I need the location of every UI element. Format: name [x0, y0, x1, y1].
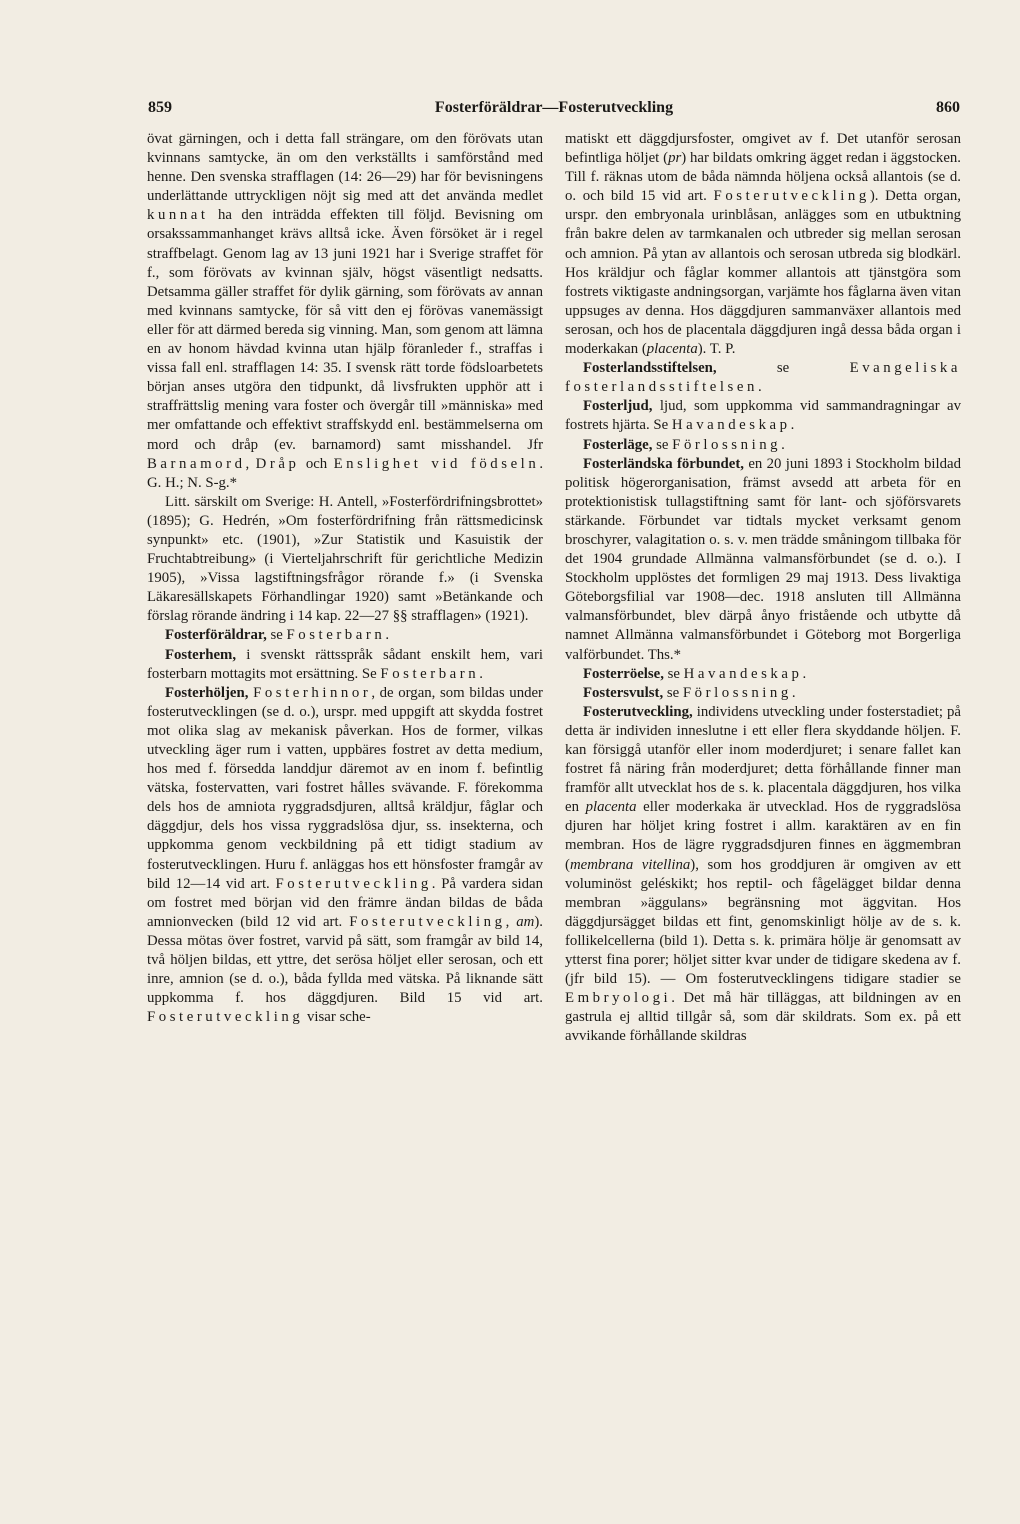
cross-reference: Barnamord	[147, 455, 246, 472]
paragraph-continuation: matiskt ett däggdjursfoster, omgivet av f. Det utanför serosan befintliga höljet (pr) har bildats omkring ägget redan i äggstocken. Till f. räknas utom de båda nämnda höljena också allantois (se d. o. och bild 15 vid art. Fosterutveckling). Detta organ, urspr. den embryonala urinblåsan, anlägges som en utbuktning från bakre delen av tarmkanalen och utbreder sig mellan serosan och amnion. På ytan av allantois och serosan utbreda sig blodkärl. Hos kräldjur och fåglar kommer allantois att tjänstgöra som fostrets viktigaste andningsorgan, varjämte hos fåglarna även vitan uppsuges av denna. Hos däggdjuren sammanväxer allantois med serosan, och hos de placentala däggdjuren ingå dessa båda organ i moderkakan (placenta). T. P.	[565, 131, 961, 358]
cross-reference: Havandeskap	[683, 665, 803, 682]
running-title: Fosterföräldrar—Fosterutveckling	[434, 99, 674, 116]
entry-fosterlage: Fosterläge, se Förlossning.	[583, 436, 785, 453]
headword: Fosterutveckling,	[583, 703, 693, 720]
entry-fosterlandsstiftelsen: Fosterlandsstiftelsen, se Evangeliska fosterlandsstiftelsen.	[565, 360, 961, 396]
headword: Fosterlandsstiftelsen,	[583, 360, 717, 377]
headword: Fosterhöljen,	[165, 684, 249, 701]
entry-fosterholjen: Fosterhöljen, Fosterhinnor, de organ, som bildas under fosterutvecklingen (se d. o.), urspr. med uppgift att skydda fostret mot olika slag av mekanisk påverkan. Hos de former, vilkas utveckling äger rum i vatten, uppbäres fostret av detta medium, hos med f. försedda landdjur däremot av en inom f. befintlig vätska, fostervatten, vari fostret hålles svävande. F. förekomma dels hos de amniota ryggradsdjuren, alltså kräldjur, fåglar och däggdjur, dels hos vissa ryggradslösa djur, ss. insekterna, och uppkomma genom veckbildning på ett tidigt stadium av fosterutvecklingen. Huru f. anläggas hos ett hönsfoster framgår av bild 12—14 vid art. Fosterutveckling. På vardera sidan om fostret med början vid den främre ändan bildas de båda amnionvecken (bild 12 vid art. Fosterutveckling, am). Dessa mötas över fostret, varvid på sätt, som framgår av bild 14, två höljen bildas, ett yttre, det serösa höljet eller serosan, och ett inre, amnion (se d. o.), båda fyllda med vätska. På liknande sätt uppkomma f. hos däggdjuren. Bild 15 vid art. Fosterutveckling visar sche-	[147, 684, 544, 1026]
cross-reference: Förlossning	[672, 436, 782, 453]
cross-reference: Fosterbarn	[286, 627, 386, 644]
entry-fosterlandska-forbundet: Fosterländska förbundet, en 20 juni 1893 i Stockholm bildad politisk högerorganisation, främst avsedd att arbeta för en protektionistisk tullagstiftning samt för lant- och sjöförsvarets stärkande. Förbundet var tidtals mycket verksamt genom broschyrer, valagitation o. s. v. men trädde småningom tillbaka för det 1904 grundade Allmänna valmansförbundet (se d. o.). I Stockholm upplöstes det formligen 29 maj 1913. Dess livaktiga Göteborgsfilial var 1908—dec. 1918 ansluten till Allmänna valmansförbundet, blev därpå ånyo fristående och utbytte då namnet Allmänna valmansförbundet i Göteborg mot Borgerliga valförbundet. Ths.*	[565, 455, 961, 663]
entry-fosterhem: Fosterhem, i svenskt rättsspråk sådant enskilt hem, vari fosterbarn mottagits mot ersättning. Se Fosterbarn.	[147, 646, 543, 682]
cross-reference: Fosterutveckling	[275, 875, 432, 892]
cross-reference: Evangeliska fosterlandsstiftelsen	[565, 360, 961, 396]
cross-reference: Fosterbarn	[380, 665, 480, 682]
headword: Fosterljud,	[583, 398, 653, 415]
cross-reference: Fosterutveckling	[713, 188, 870, 205]
right-column	[565, 130, 961, 1047]
cross-reference: Förlossning	[682, 684, 792, 701]
cross-reference: Fosterutveckling	[349, 913, 506, 930]
literature-note: Litt. särskilt om Sverige: H. Antell, »Fosterfördrifningsbrottet» (1895); G. Hedrén, »Om fosterfördrifning från rättsmedicinsk synpunkt» etc. (1901), »Zur Statistik und Kasuistik der Fruchtabtreibung» (i Vierteljahrschrift für gerichtliche Medizin 1905), »Vissa lagstiftningsfrågor rörande f.» (i Svenska Läkaresällskapets Förhandlingar 1920) samt »Betänkande och förslag rörande ändring i 14 kap. 22—27 §§ strafflagen» (1921).	[147, 493, 543, 625]
headword: Fostersvulst,	[583, 684, 664, 701]
left-column	[147, 130, 543, 1027]
headword: Fosterhem,	[165, 646, 237, 663]
page-header	[148, 99, 960, 121]
cross-reference: Enslighet vid födseln	[333, 455, 540, 472]
entry-fosterljud: Fosterljud, ljud, som uppkomma vid sammandragningar av fostrets hjärta. Se Havandeskap.	[565, 398, 961, 434]
headword: Fosterländska förbundet,	[583, 455, 744, 472]
entry-fosterroelse: Fosterröelse, se Havandeskap.	[583, 665, 807, 682]
paragraph-continuation: övat gärningen, och i detta fall strängare, om den förövats utan kvinnans samtycke, än om den verkställts i samförstånd med henne. Den svenska strafflagen (14: 26—29) har för bevisningens underlättande uttryckligen nöjt sig med att det använda medlet kunnat ha den inträdda effekten till följd. Bevisning om orsakssammanhanget krävs alltså icke. Även försöket är i regel straffbelagt. Genom lag av 13 juni 1921 har i Sverige straffet för f., som förövats av kvinnan själv, högst väsentligt nedsatts. Detsamma gäller straffet för dylik gärning, som förövats av annan med kvinnans samtycke, för så vitt den ej förövas vanemässigt eller för att därmed bereda sig vinning. Man, som genom att lämna en av honom hävdad kvinna utan hjälp föranleder f., straffas i vissa fall enl. strafflagen 14: 35. I svensk rätt torde födsloarbetets början anses utgöra den tidpunkt, då livsfrukten upphör att i straffrättslig mening vara foster och övergår till »människa» med mer omfattande och effektivt straffskydd enl. bestämmelserna om mord och dråp (ev. barnamord) samt misshandel. Jfr Barnamord, Dråp och Enslighet vid födseln. G. H.; N. S-g.*	[147, 131, 544, 491]
entry-fosterforaldrar: Fosterföräldrar, se Fosterbarn.	[165, 627, 390, 644]
cross-reference: Fosterutveckling	[147, 1009, 304, 1026]
cross-reference: Dråp	[255, 455, 300, 472]
headword: Fosterföräldrar,	[165, 627, 267, 644]
cross-reference: Embryologi	[565, 990, 672, 1007]
headword: Fosterröelse,	[583, 665, 664, 682]
page-number-right: 860	[936, 99, 960, 116]
entry-fostersvulst: Fostersvulst, se Förlossning.	[583, 684, 796, 701]
page-number-left: 859	[148, 99, 172, 116]
entry-fosterutveckling: Fosterutveckling, individens utveckling under fosterstadiet; på detta är individen inneslutne i ett eller flera skyddande höljen. F. kan försiggå utanför eller inom moderdjuret; i senare fallet kan fostret få näring från moderdjuret; detta förhållande finner man framför allt utvecklat hos de s. k. placentala däggdjuren, hos vilka en placenta eller moderkaka är utvecklad. Hos de ryggradslösa djuren har höljet kring fostret i allm. karaktären av en fin membran. Hos de lägre ryggradsdjuren finnes en äggmembran (membrana vitellina), som hos groddjuren är omgiven av ett voluminöst geléskikt; hos reptil- och fågelägget bildar denna membran »äggulans» begränsning mot äggvitan. Hos däggdjursägget bildas ett fint, genomskinligt hölje av de s. k. follikelcellerna (bild 1). Detta s. k. primära hölje är genomsatt av ytterst fina porer; höljet sitter kvar under de tidigare skedena av f. (jfr bild 15). — Om fosterutvecklingens tidigare stadier se Embryologi. Det må här tilläggas, att bildningen av en gastrula ej alltid tillgår så, som där skildrats. Som ex. på ett avvikande förhållande skildras	[565, 703, 962, 1045]
headword: Fosterläge,	[583, 436, 653, 453]
author-signature: . G. H.; N. S-g.*	[147, 455, 544, 491]
cross-reference: Havandeskap	[671, 417, 791, 434]
